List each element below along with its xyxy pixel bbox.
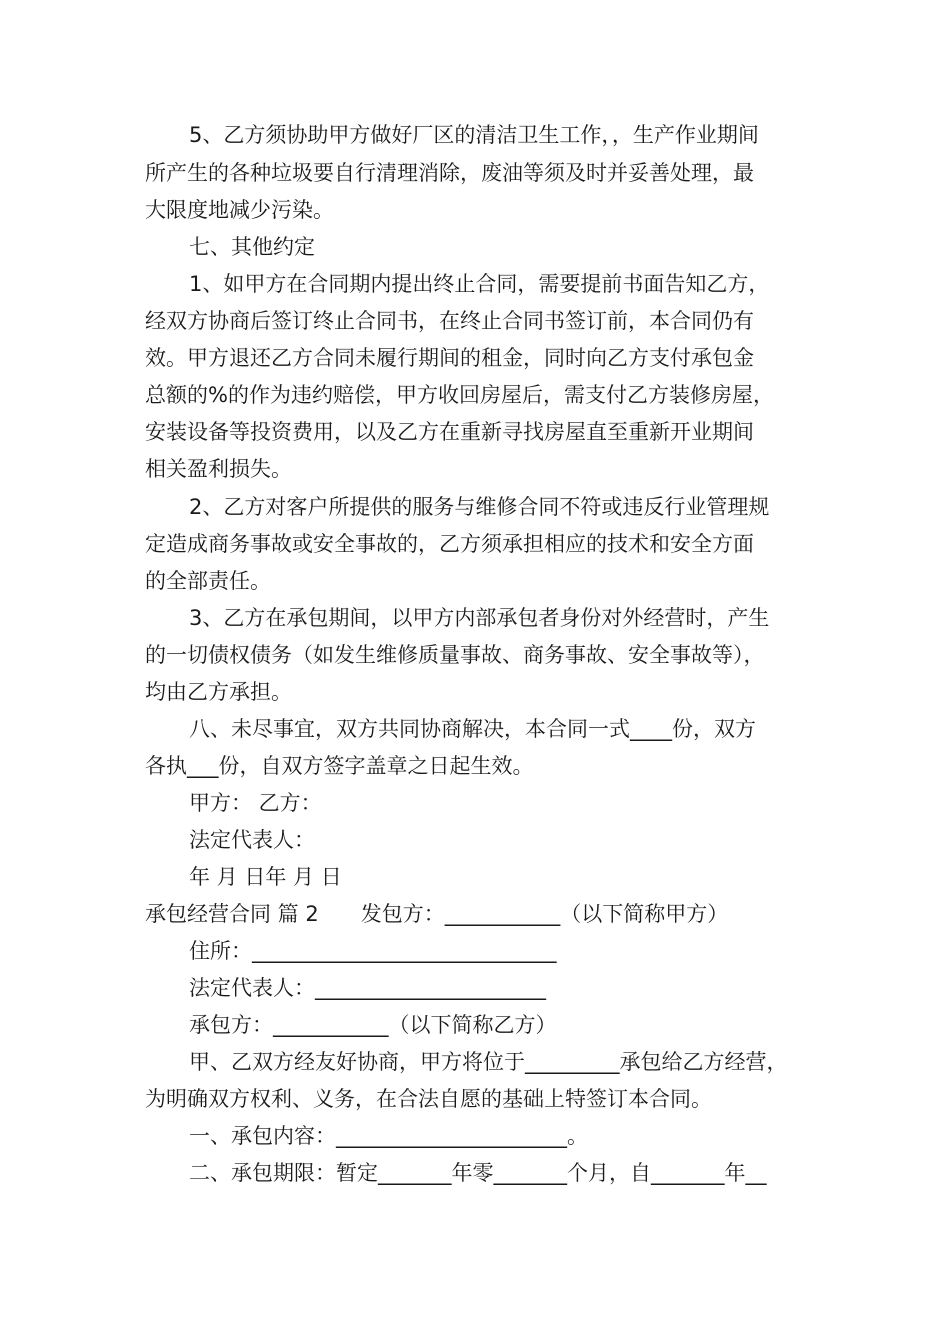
text-line-1: 5、乙方须协助甲方做好厂区的清洁卫生工作，，生产作业期间 [189,123,759,147]
text-line-15: 的一切债权债务（如发生维修质量事故、商务事故、安全事故等）， [145,643,765,667]
text-line-13: 的全部责任。 [145,569,271,593]
text-line-11: 2、乙方对客户所提供的服务与维修合同不符或违反行业管理规 [189,495,770,519]
date-line: 年 月 日年 月 日 [189,865,342,889]
text-line-2: 所产生的各种垃圾要自行清理消除，废油等须及时并妥善处理，最 [145,161,754,185]
contract-term-field: 二、承包期限：暂定_______年零_______个月，自_______年__ [189,1161,767,1185]
text-line-27: 为明确双方权利、义务，在合法自愿的基础上特签订本合同。 [145,1087,712,1111]
section-heading-7: 七、其他约定 [189,235,315,259]
address-field: 住所：_____________________________ [189,939,557,963]
text-line-3: 大限度地减少污染。 [145,198,334,222]
text-line-18: 各执___份，自双方签字盖章之日起生效。 [145,754,534,778]
text-line-8: 总额的%的作为违约赔偿，甲方收回房屋后，需支付乙方装修房屋， [145,383,774,407]
legal-representative-field: 法定代表人：______________________ [189,976,546,1000]
section-heading-8: 八、未尽事宜，双方共同协商解决，本合同一式____份，双方 [189,717,756,741]
text-line-12: 定造成商务事故或安全事故的，乙方须承担相应的技术和安全方面 [145,532,754,556]
text-line-9: 安装设备等投资费用，以及乙方在重新寻找房屋直至重新开业期间 [145,420,754,444]
contract-title-line: 承包经营合同 篇 2 发包方：___________（以下简称甲方） [145,902,729,926]
contract-content-field: 一、承包内容：______________________。 [189,1124,588,1148]
text-line-16: 均由乙方承担。 [145,680,292,704]
text-line-5: 1、如甲方在合同期内提出终止合同，需要提前书面告知乙方， [189,272,770,296]
signature-parties: 甲方： 乙方： [189,791,322,815]
text-line-26: 甲、乙双方经友好协商，甲方将位于_________承包给乙方经营， [189,1050,788,1074]
legal-representative-line: 法定代表人： [189,828,315,852]
text-line-10: 相关盈利损失。 [145,457,292,481]
text-line-7: 效。甲方退还乙方合同未履行期间的租金，同时向乙方支付承包金 [145,346,754,370]
contractor-field: 承包方：___________（以下简称乙方） [189,1013,557,1037]
text-line-6: 经双方协商后签订终止合同书，在终止合同书签订前，本合同仍有 [145,309,754,333]
text-line-14: 3、乙方在承包期间，以甲方内部承包者身份对外经营时，产生 [189,606,770,630]
